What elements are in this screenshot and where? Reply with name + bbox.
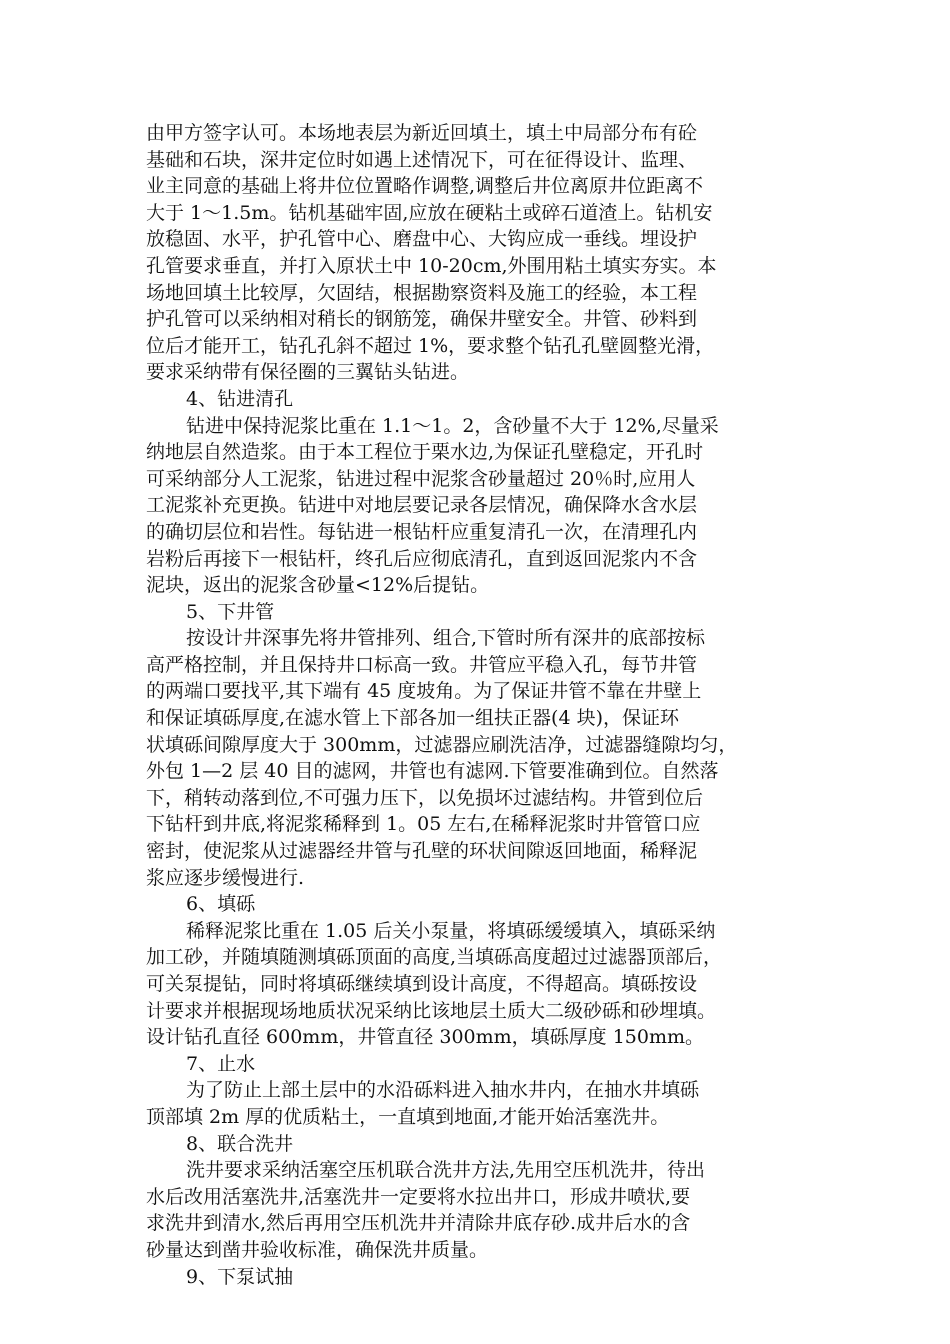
section-heading: 4、钻进清孔	[186, 387, 294, 410]
text-line: 场地回填土比较厚，欠固结，根据勘察资料及施工的经验，本工程	[146, 281, 698, 304]
text-line: 泥块，返出的泥浆含砂量<12%后提钻。	[146, 574, 490, 597]
text-line: 状填砾间隙厚度大于 300mm，过滤器应刷洗洁净，过滤器缝隙均匀，	[146, 733, 738, 756]
text-line: 浆应逐步缓慢进行.	[146, 866, 305, 889]
text-line: 放稳固、水平，护孔管中心、磨盘中心、大钩应成一垂线。埋设护	[146, 228, 698, 251]
text-line: 为了防止上部土层中的水沿砾料进入抽水井内，在抽水井填砾	[186, 1079, 700, 1102]
text-line: 由甲方签字认可。本场地表层为新近回填土，填土中局部分布有砼	[146, 122, 698, 144]
text-line: 水后改用活塞洗井,活塞洗井一定要将水拉出井口，形成井喷状,要	[146, 1185, 691, 1208]
text-line: 工泥浆补充更换。钻进中对地层要记录各层情况，确保降水含水层	[146, 494, 698, 517]
text-line: 稀释泥浆比重在 1.05 后关小泵量，将填砾缓缓填入，填砾采纳	[186, 919, 716, 942]
text-line: 基础和石块，深井定位时如遇上述情况下，可在征得设计、监理、	[146, 148, 698, 171]
section-heading: 7、止水	[186, 1052, 256, 1075]
text-line: 求洗井到清水,然后再用空压机洗井并清除井底存砂.成井后水的含	[146, 1212, 691, 1235]
text-line: 外包 1—2 层 40 目的滤网，井管也有滤网.下管要准确到位。自然落	[146, 760, 719, 783]
text-line: 高严格控制，并且保持井口标高一致。井管应平稳入孔，每节井管	[146, 653, 698, 676]
document-body	[146, 120, 826, 1290]
text-line: 下，稍转动落到位,不可强力压下，以免损坏过滤结构。井管到位后	[146, 786, 704, 809]
text-line: 和保证填砾厚度,在滤水管上下部各加一组扶正器(4 块)，保证环	[146, 707, 679, 730]
section-heading: 6、填砾	[186, 893, 256, 916]
text-line: 孔管要求垂直，并打入原状土中 10-20cm,外围用粘土填实夯实。本	[146, 254, 717, 277]
text-line: 加工砂，并随填随测填砾顶面的高度,当填砾高度超过过滤器顶部后，	[146, 946, 723, 969]
section-heading: 5、下井管	[186, 600, 275, 623]
text-line: 纳地层自然造浆。由于本工程位于栗水边,为保证孔壁稳定，开孔时	[146, 441, 704, 464]
text-line: 的两端口要找平,其下端有 45 度坡角。为了保证井管不靠在井壁上	[146, 680, 702, 703]
text-line: 砂量达到凿井验收标准，确保洗井质量。	[146, 1238, 489, 1261]
text-line: 可采纳部分人工泥浆，钻进过程中泥浆含砂量超过 20％时,应用人	[146, 467, 696, 490]
text-line: 密封，使泥浆从过滤器经井管与孔壁的环状间隙返回地面，稀释泥	[146, 840, 698, 863]
text-line: 大于 1～1.5m。钻机基础牢固,应放在硬粘土或碎石道渣上。钻机安	[146, 201, 713, 224]
text-line: 位后才能开工，钻孔孔斜不超过 1%，要求整个钻孔孔壁圆整光滑，	[146, 334, 715, 357]
text-line: 护孔管可以采纳相对稍长的钢筋笼，确保井壁安全。井管、砂料到	[146, 308, 698, 331]
text-line: 下钻杆到井底,将泥浆稀释到 1。05 左右,在稀释泥浆时井管管口应	[146, 813, 701, 836]
text-line: 岩粉后再接下一根钻杆，终孔后应彻底清孔，直到返回泥浆内不含	[146, 547, 698, 570]
text-line: 洗井要求采纳活塞空压机联合洗井方法,先用空压机洗井，待出	[186, 1159, 706, 1182]
text-line: 可关泵提钻，同时将填砾继续填到设计高度，不得超高。填砾按设	[146, 973, 698, 995]
text-line: 计要求并根据现场地质状况采纳比该地层土质大二级砂砾和砂埋填。	[146, 999, 717, 1022]
section-heading: 8、联合洗井	[186, 1132, 294, 1155]
text-line: 业主同意的基础上将井位位置略作调整,调整后井位离原井位距离不	[146, 175, 704, 198]
text-line: 的确切层位和岩性。每钻进一根钻杆应重复清孔一次，在清理孔内	[146, 520, 698, 543]
section-heading: 9、下泵试抽	[186, 1265, 294, 1288]
text-line: 钻进中保持泥浆比重在 1.1～1。2，含砂量不大于 12%,尽量采	[186, 414, 719, 437]
text-line: 设计钻孔直径 600mm，井管直径 300mm，填砾厚度 150mm。	[146, 1026, 705, 1049]
text-line: 按设计井深事先将井管排列、组合,下管时所有深井的底部按标	[186, 627, 706, 650]
text-line: 要求采纳带有保径圈的三翼钻头钻进。	[146, 361, 470, 384]
text-line: 顶部填 2m 厚的优质粘土，一直填到地面,才能开始活塞洗井。	[146, 1105, 670, 1128]
